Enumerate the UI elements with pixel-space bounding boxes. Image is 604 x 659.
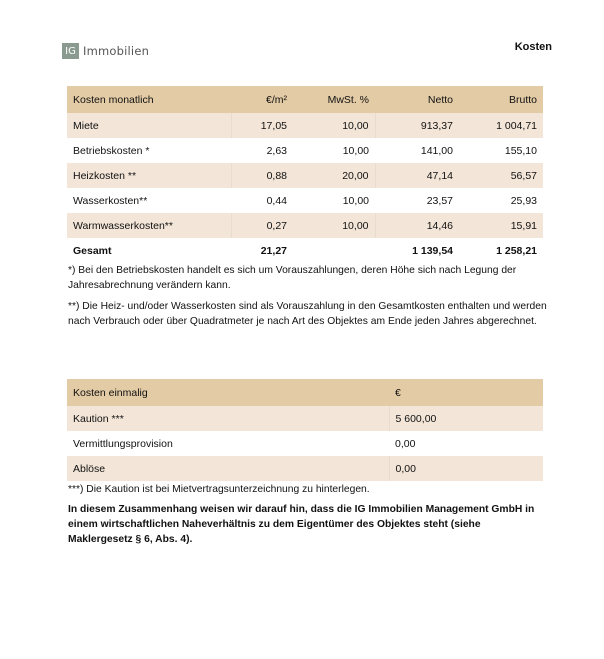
cell-gross: 1 004,71	[459, 113, 543, 138]
row-label: Ablöse	[67, 456, 389, 481]
table-row	[67, 406, 543, 431]
row-label: Vermittlungsprovision	[73, 437, 173, 450]
logo-name: Immobilien	[83, 44, 150, 58]
cell-gross: 155,10	[504, 144, 537, 157]
cell-vat: 10,00	[342, 194, 369, 207]
table-row	[67, 431, 543, 456]
table-row	[67, 163, 543, 188]
row-label: Betriebskosten *	[73, 144, 150, 157]
row-label: Miete	[67, 113, 231, 138]
cell-vat: 20,00	[293, 163, 375, 188]
table-row	[67, 138, 543, 163]
table-row	[67, 456, 543, 481]
row-label: Wasserkosten**	[73, 194, 148, 207]
row-label: Kaution ***	[67, 406, 389, 431]
cell-net: 14,46	[375, 213, 459, 238]
cell-vat: 10,00	[293, 213, 375, 238]
cell-net: 47,14	[375, 163, 459, 188]
total-per-sqm: 21,27	[260, 244, 287, 257]
total-gross: 1 258,21	[496, 244, 537, 257]
cell-per-sqm: 17,05	[231, 113, 293, 138]
cell-amount: 0,00	[389, 456, 543, 481]
table-header-row	[67, 86, 543, 113]
company-logo	[62, 43, 149, 59]
total-row	[67, 238, 543, 263]
header-cell: Kosten monatlich	[67, 86, 231, 113]
cell-per-sqm: 0,88	[231, 163, 293, 188]
header-cell: Netto	[375, 86, 459, 113]
footnote-deposit: ***) Die Kaution ist bei Mietvertragsunterzeichnung zu hinterlegen.	[68, 484, 370, 495]
one-time-costs-table	[67, 379, 543, 481]
cell-net: 23,57	[426, 194, 453, 207]
header-cell: Kosten einmalig	[67, 379, 389, 406]
page-title: Kosten	[514, 41, 552, 53]
cell-gross: 15,91	[459, 213, 543, 238]
table-row	[67, 113, 543, 138]
monthly-costs-table	[67, 86, 543, 263]
header-cell: MwSt. %	[293, 86, 375, 113]
cell-net: 913,37	[375, 113, 459, 138]
row-label: Warmwasserkosten**	[67, 213, 231, 238]
total-label: Gesamt	[73, 244, 112, 257]
footnote-heating-water: **) Die Heiz- und/oder Wasserkosten sind als Vorauszahlung in den Gesamtkosten enthalten und werden nach Verbrauch oder über Quadratmeter je nach Art des Objektes am Ende jeden Jahres abgerechnet.	[68, 301, 547, 327]
cell-amount: 5 600,00	[389, 406, 543, 431]
header-cell: €/m²	[231, 86, 293, 113]
cell-gross: 25,93	[510, 194, 537, 207]
cell-gross: 56,57	[459, 163, 543, 188]
cell-per-sqm: 2,63	[266, 144, 287, 157]
cell-amount: 0,00	[395, 437, 416, 450]
total-vat	[293, 238, 375, 263]
table-header-row	[67, 379, 543, 406]
cell-vat: 10,00	[342, 144, 369, 157]
disclosure-notice: In diesem Zusammenhang weisen wir darauf hin, dass die IG Immobilien Management GmbH in einem wirtschaftlichen Naheverhältnis zu dem Eigentümer des Objektes steht (siehe Maklergesetz § 6, Abs. 4).	[68, 504, 535, 545]
header-cell: Brutto	[459, 86, 543, 113]
header-cell: €	[389, 379, 543, 406]
cell-per-sqm: 0,44	[266, 194, 287, 207]
total-net: 1 139,54	[412, 244, 453, 257]
table-row	[67, 188, 543, 213]
footnote-operating-costs: *) Bei den Betriebskosten handelt es sich um Vorauszahlungen, deren Höhe sich nach Legung der Jahresabrechnung verändern kann.	[68, 265, 517, 291]
logo-mark: IG	[62, 43, 79, 59]
table-row	[67, 213, 543, 238]
cell-vat: 10,00	[293, 113, 375, 138]
cell-net: 141,00	[420, 144, 453, 157]
cell-per-sqm: 0,27	[231, 213, 293, 238]
row-label: Heizkosten **	[67, 163, 231, 188]
